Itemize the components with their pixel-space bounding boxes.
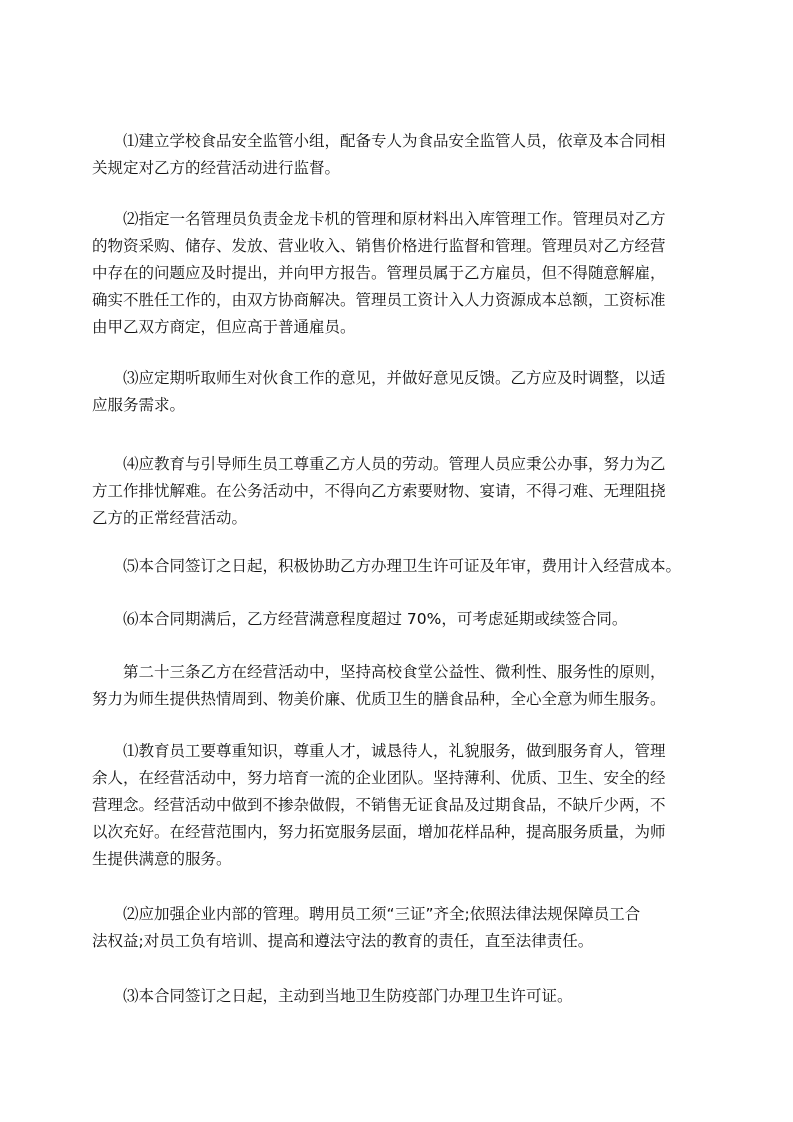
text-line: 确实不胜任工作的，由双方协商解决。管理员工资计入人力资源成本总额，工资标准 bbox=[92, 291, 666, 309]
text-line: 努力为师生提供热情周到、物美价廉、优质卫生的膳食品种，全心全意为师生服务。 bbox=[92, 690, 666, 708]
text-line: ⑶本合同签订之日起，主动到当地卫生防疫部门办理卫生许可证。 bbox=[92, 987, 573, 1005]
paragraph-9 bbox=[92, 901, 717, 955]
paragraph-1 bbox=[92, 128, 717, 182]
text-line: 营理念。经营活动中做到不掺杂做假，不销售无证食品及过期食品，不缺斤少两，不 bbox=[92, 796, 666, 814]
text-line: 第二十三条乙方在经营活动中，坚持高校食堂公益性、微利性、服务性的原则， bbox=[92, 663, 666, 681]
paragraph-4 bbox=[92, 451, 717, 532]
text-line: ⑹本合同期满后，乙方经营满意程度超过 70%，可考虑延期或续签合同。 bbox=[92, 610, 628, 628]
paragraph-7 bbox=[92, 659, 717, 713]
paragraph-8 bbox=[92, 738, 717, 873]
text-line: 生提供满意的服务。 bbox=[92, 850, 232, 868]
text-line: 法权益;对员工负有培训、提高和遵法守法的教育的责任，直至法律责任。 bbox=[92, 932, 594, 950]
text-line: 的物资采购、储存、发放、营业收入、销售价格进行监督和管理。管理员对乙方经营 bbox=[92, 237, 666, 255]
text-line: ⑶应定期听取师生对伙食工作的意见，并做好意见反馈。乙方应及时调整，以适 bbox=[92, 369, 666, 387]
text-line: ⑵指定一名管理员负责金龙卡机的管理和原材料出入库管理工作。管理员对乙方 bbox=[92, 210, 666, 228]
paragraph-3 bbox=[92, 365, 717, 419]
paragraph-6 bbox=[92, 606, 717, 633]
text-line: 乙方的正常经营活动。 bbox=[92, 509, 248, 527]
text-line: 应服务需求。 bbox=[92, 396, 186, 414]
paragraph-10 bbox=[92, 983, 717, 1010]
text-line: 余人，在经营活动中，努力培育一流的企业团队。坚持薄利、优质、卫生、安全的经 bbox=[92, 769, 666, 787]
text-line: ⑸本合同签订之日起，积极协助乙方办理卫生许可证及年审，费用计入经营成本。 bbox=[92, 557, 682, 575]
text-line: 中存在的问题应及时提出，并向甲方报告。管理员属于乙方雇员，但不得随意解雇， bbox=[92, 264, 666, 282]
text-line: 以次充好。在经营范围内，努力拓宽服务层面，增加花样品种，提高服务质量，为师 bbox=[92, 823, 666, 841]
text-line: 由甲乙双方商定，但应高于普通雇员。 bbox=[92, 318, 356, 336]
text-line: 方工作排忧解难。在公务活动中，不得向乙方索要财物、宴请，不得刁难、无理阻挠 bbox=[92, 482, 666, 500]
text-line: ⑵应加强企业内部的管理。聘用员工须“三证”齐全;依照法律法规保障员工合 bbox=[92, 905, 641, 923]
text-line: 关规定对乙方的经营活动进行监督。 bbox=[92, 159, 341, 177]
paragraph-5 bbox=[92, 553, 717, 580]
text-line: ⑷应教育与引导师生员工尊重乙方人员的劳动。管理人员应秉公办事，努力为乙 bbox=[92, 455, 666, 473]
text-line: ⑴建立学校食品安全监管小组，配备专人为食品安全监管人员，依章及本合同相 bbox=[92, 132, 666, 150]
text-line: ⑴教育员工要尊重知识，尊重人才，诚恳待人，礼貌服务，做到服务育人，管理 bbox=[92, 742, 666, 760]
paragraph-2 bbox=[92, 206, 717, 341]
